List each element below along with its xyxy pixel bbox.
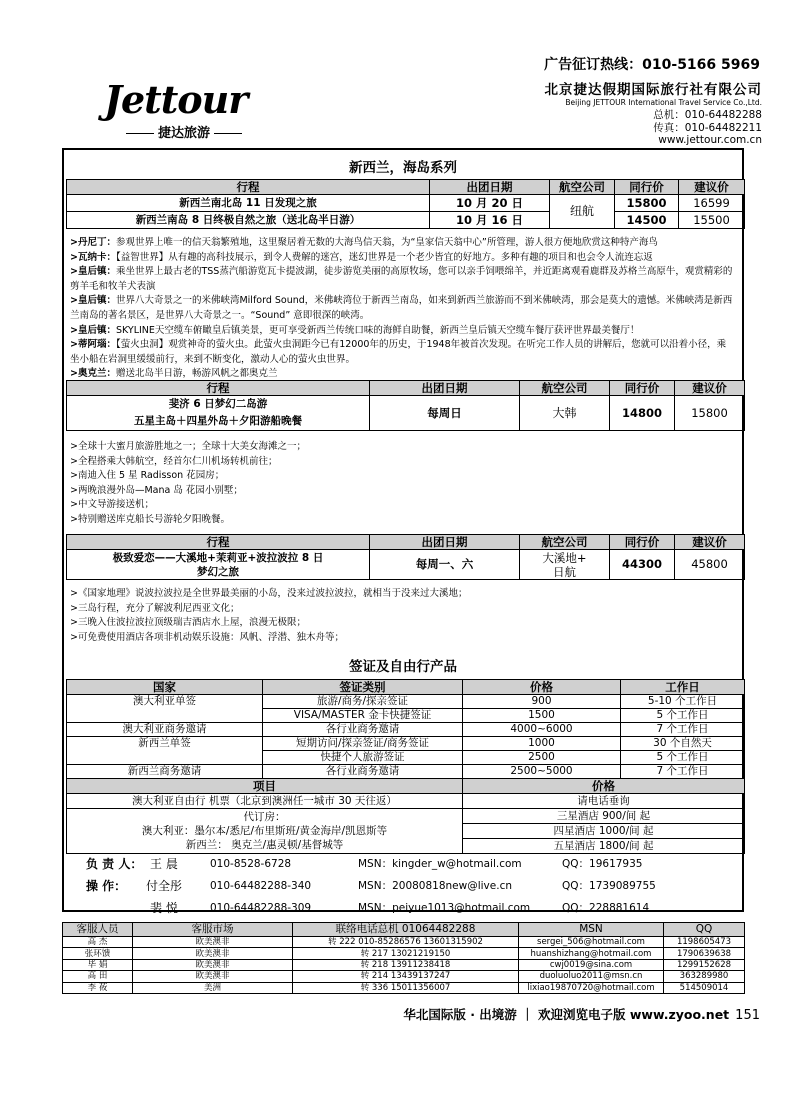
note-item: >蒂阿瑙：【萤火虫洞】观赏神奇的萤火虫。此萤火虫洞距今已有12000年的历史，于1948年被首次发现。在听完工作人员的讲解后，您就可以沿着小径，乘坐小船在岩洞里缓缓前行，来到不断变化，激动人心的萤火虫世界。 bbox=[70, 339, 727, 365]
table-row: 澳大利亚商务邀请 各行业商务邀请 4000~6000 7 个工作日 bbox=[67, 723, 745, 737]
note-item: >全球十大蜜月旅游胜地之一；全球十大美女海滩之一； bbox=[70, 441, 306, 452]
table-row: 新西兰南岛 8 日终极自然之旅（送北岛半日游） 10 月 16 日 14500 15500 bbox=[67, 212, 745, 229]
note-item: >南迪入住 5 星 Radisson 花园房； bbox=[70, 470, 225, 482]
table-row: 四星酒店 1000/间 起 bbox=[67, 824, 745, 839]
table-row: 张环馈 欧美澳非 转 217 13021219150 huanshizhang@hotmail.com 1790639638 bbox=[63, 948, 745, 959]
note-item: >《国家地理》说波拉波拉是全世界最美丽的小岛，没来过波拉波拉，就相当于没来过大溪地； bbox=[70, 588, 468, 599]
table-row: 新西兰南北岛 11 日发现之旅 10 月 20 日 纽航 15800 16599 bbox=[67, 195, 745, 212]
nz-itinerary-notes bbox=[70, 236, 734, 382]
note-item: >可免费使用酒店各项非机动娱乐设施：风帆、浮潜、独木舟等； bbox=[70, 631, 344, 643]
table-row: 斐济 6 日梦幻二岛游 五星主岛＋四星外岛＋夕阳游船晚餐 每周日 大韩 14800 15800 bbox=[67, 396, 745, 431]
page-number: 151 bbox=[735, 1008, 760, 1023]
customer-service-table: 客服人员 客服市场 联络电话总机 01064482288 MSN QQ 高 杰 欧美澳非 转 222 010-85286576 13601315902 sergei_506@hotmail.com 1198605473 张环馈 欧美澳非 转 217 13021219150 huanshizhang@hotmail.com 1790639638 毕 娟 欧美澳非 转 218 13911238418 cwj0019@sina.com 1299152628 高 田 欧美澳非 转 214 13439137247 duoluoluo2011@msn.cn 363289980 李 莜 美洲 转 336 15011356007 lixiao19870720@hotmail.com 514509014 bbox=[62, 922, 744, 994]
table-row: 高 杰 欧美澳非 转 222 010-85286576 13601315902 sergei_506@hotmail.com 1198605473 bbox=[63, 937, 745, 948]
ad-hotline: 广告征订热线：010-5166 5969 bbox=[544, 57, 760, 73]
note-item: >三岛行程，充分了解波利尼西亚文化； bbox=[70, 602, 240, 614]
table-row: 高 田 欧美澳非 转 214 13439137247 duoluoluo2011@msn.cn 363289980 bbox=[63, 971, 745, 982]
note-item: >三晚入住波拉波拉顶级瑞吉酒店水上屋，浪漫无极限； bbox=[70, 617, 306, 629]
table-row: 李 莜 美洲 转 336 15011356007 lixiao19870720@hotmail.com 514509014 bbox=[63, 982, 745, 993]
jettour-logo bbox=[104, 77, 264, 141]
company-name-en: Beijing JETTOUR International Travel Service Co.,Ltd. bbox=[565, 97, 762, 107]
table-row: 极致爱恋——大溪地+茉莉亚+波拉波拉 8 日 梦幻之旅 每周一、六 大溪地+ 日航 44300 45800 bbox=[67, 550, 745, 580]
logo-subtitle: 捷达旅游 bbox=[157, 126, 210, 141]
note-item: >特别赠送库克船长号游轮夕阳晚餐。 bbox=[70, 513, 230, 525]
note-item: >皇后镇：乘坐世界上最古老的TSS蒸汽船游览瓦卡提波湖，徒步游览美丽的高原牧场，您可以亲手饲喂绵羊，并近距离观看鹿群及苏格兰高原牛，观赏精彩的剪羊毛和牧羊犬表演 bbox=[70, 266, 733, 292]
table-row: 五星酒店 1800/间 起 bbox=[67, 839, 745, 854]
table-row: 毕 娟 欧美澳非 转 218 13911238418 cwj0019@sina.com 1299152628 bbox=[63, 959, 745, 970]
table-row: 澳大利亚单签 旅游/商务/探亲签证 900 5-10 个工作日 bbox=[67, 695, 745, 709]
note-item: >两晚浪漫外岛—Mana 岛 花园小别墅； bbox=[70, 484, 243, 496]
note-item: >全程搭乘大韩航空，经首尔仁川机场转机前往； bbox=[70, 455, 278, 467]
fiji-tour-table: 行程 出团日期 航空公司 同行价 建议价 斐济 6 日梦幻二岛游 五星主岛＋四星外岛＋夕阳游船晚餐 每周日 大韩 14800 15800 bbox=[66, 380, 740, 431]
note-item: >皇后镇：SKYLINE天空缆车俯瞰皇后镇美景，更可享受新西兰传统口味的海鲜自助餐，新西兰皇后镇天空缆车餐厅获评世界最美餐厅！ bbox=[70, 324, 640, 336]
company-phone: 总机：010-64482288 bbox=[653, 109, 762, 121]
nz-tour-table: 行程 出团日期 航空公司 同行价 建议价 新西兰南北岛 11 日发现之旅 10 月 20 日 纽航 15800 16599 新西兰南岛 8 日终极自然之旅（送北岛半日游） 10 月 16 日 14500 15500 bbox=[66, 179, 740, 229]
fiji-notes bbox=[70, 440, 734, 528]
table-row: 快捷个人旅游签证 2500 5 个工作日 bbox=[67, 751, 745, 765]
main-frame bbox=[62, 148, 744, 912]
visa-table: 国家 签证类别 价格 工作日 澳大利亚单签 旅游/商务/探亲签证 900 5-10 个工作日 VISA/MASTER 金卡快捷签证 1500 5 个工作日 澳大利亚商务邀请 各行业商务邀请 4000~6000 7 个工作日 新西兰单签 短期访问/探亲签证/商务签证 1000 30 个自然天 快捷个人旅游签证 2500 5 个工作日 新西兰商务邀请 各行业商务邀请 2500~5000 7 个工作日 项目 价格 澳大利亚自由行 机票（北京到澳洲任一城市 30 天往返） 请电话垂询 代订房： 澳大利亚：墨尔本/悉尼/布里斯班/黄金海岸/凯恩斯等 新西兰： 奥克兰/惠灵顿/基督城等 三星酒店 900/间 起 四星酒店 1000/间 起 五星酒店 1800/间 起 bbox=[66, 679, 740, 854]
page-footer bbox=[403, 1005, 760, 1023]
company-name-cn: 北京捷达假期国际旅行社有限公司 bbox=[544, 82, 762, 98]
section-title-nz: 新西兰，海岛系列 bbox=[349, 160, 457, 176]
table-row: VISA/MASTER 金卡快捷签证 1500 5 个工作日 bbox=[67, 709, 745, 723]
note-item: >奥克兰：赠送北岛半日游，畅游风帆之都奥克兰 bbox=[70, 368, 278, 380]
table-row: 新西兰商务邀请 各行业商务邀请 2500~5000 7 个工作日 bbox=[67, 765, 745, 779]
table-row: 代订房： 澳大利亚：墨尔本/悉尼/布里斯班/黄金海岸/凯恩斯等 新西兰： 奥克兰/惠灵顿/基督城等 三星酒店 900/间 起 bbox=[67, 809, 745, 824]
visa-section-title: 签证及自由行产品 bbox=[349, 659, 457, 675]
tahiti-tour-table: 行程 出团日期 航空公司 同行价 建议价 极致爱恋——大溪地+茉莉亚+波拉波拉 8 日 梦幻之旅 每周一、六 大溪地+ 日航 44300 45800 bbox=[66, 534, 740, 580]
note-item: >瓦纳卡：【益智世界】从有趣的高科技展示，到令人费解的迷宫，迷幻世界是一个老少皆宜的好地方。多种有趣的项目和也会令人流连忘返 bbox=[70, 251, 653, 263]
note-item: >皇后镇：世界八大奇景之一的米佛峡湾Milford Sound，米佛峡湾位于新西兰南岛，如来到新西兰旅游而不到米佛峡湾，那会是莫大的遗憾。米佛峡湾是新西兰南岛的著名景区，是世界八大奇景之一。“Sound” 意即很深的峡湾。 bbox=[70, 295, 733, 321]
table-row: 澳大利亚自由行 机票（北京到澳洲任一城市 30 天往返） 请电话垂询 bbox=[67, 794, 745, 809]
company-fax: 传真：010-64482211 bbox=[653, 121, 762, 134]
note-item: >中文导游接送机； bbox=[70, 499, 154, 511]
note-item: >丹尼丁：参观世界上唯一的信天翁繁殖地，这里聚居着无数的大海鸟信天翁，为“皇家信天翁中心”所管理，游人很方便地欣赏这种特产海鸟 bbox=[70, 237, 658, 248]
tahiti-notes bbox=[70, 587, 734, 645]
footer-text: 华北国际版 · 出境游 ｜ 欢迎浏览电子版 www.zyoo.net bbox=[403, 1007, 730, 1022]
company-website: www.jettour.com.cn bbox=[658, 134, 762, 146]
logo-wordmark: Jettour bbox=[104, 77, 248, 122]
company-info bbox=[545, 84, 763, 147]
table-row: 新西兰单签 短期访问/探亲签证/商务签证 1000 30 个自然天 bbox=[67, 737, 745, 751]
